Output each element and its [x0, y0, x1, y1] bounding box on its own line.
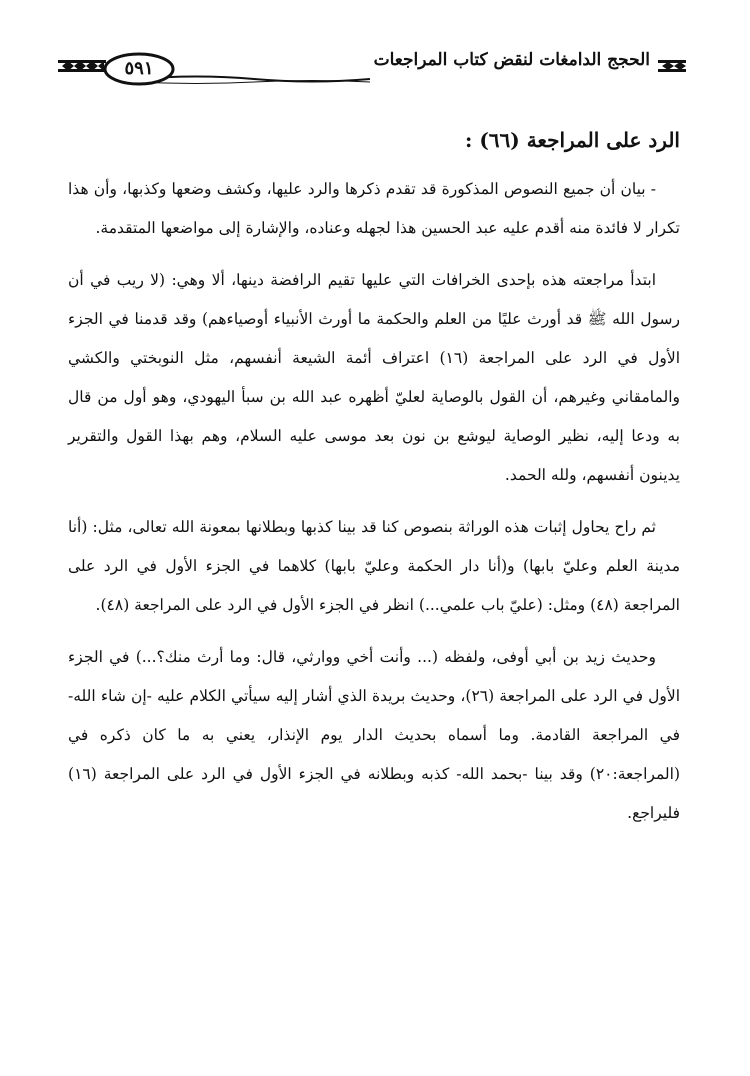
section-title: الرد على المراجعة (٦٦) :	[464, 128, 680, 152]
body-text	[68, 170, 680, 846]
paragraph: - بيان أن جميع النصوص المذكورة قد تقدم ذكرها والرد عليها، وكشف وضعها وكذبها، وأن هذا تكرار لا فائدة منه أقدم عليه عبد الحسين هذا لجهله وعناده، والإشارة إلى مواضعها المتقدمة.	[68, 180, 680, 237]
header-ornament-left-icon	[58, 56, 106, 76]
header-ornament-right-icon	[656, 56, 688, 76]
header-title: الحجج الدامغات لنقض كتاب المراجعات	[373, 50, 650, 70]
page-number: ٥٩١	[124, 58, 154, 79]
paragraph: ابتدأ مراجعته هذه بإحدى الخرافات التي عليها تقيم الرافضة دينها، ألا وهي: (لا ريب في أن رسول الله ﷺ قد أورث عليًا من العلم والحكمة ما أورث الأنبياء أوصياءهم) وقد قدمنا في الجزء الأول في الرد على المراجعة (١٦) اعتراف أئمة الشيعة أنفسهم، مثل النوبختي والكشي والمامقاني وغيرهم، أن القول بالوصاية لعليّ أظهره عبد الله بن سبأ اليهودي، وهو أول من قال به ودعا إليه، نظير الوصاية ليوشع بن نون بعد موسى عليه السلام، وهم بهذا القول والتقرير يدينون أنفسهم، ولله الحمد.	[68, 271, 681, 484]
paragraph: وحديث زيد بن أبي أوفى، ولفظه (... وأنت أخي ووارثي، قال: وما أرث منك؟...) في الجزء الأول في الرد على المراجعة (٢٦)، وحديث بريدة الذي أشار إليه سيأتي الكلام عليه -إن شاء الله- في المراجعة القادمة. وما أسماه بحديث الدار يوم الإنذار، يعني به ما كان ذكره في (المراجعة:٢٠) وقد بينا -بحمد الله- كذبه وبطلانه في الجزء الأول في الرد على المراجعة (١٦) فليراجع.	[68, 648, 680, 822]
running-header	[58, 40, 690, 96]
paragraph: ثم راح يحاول إثبات هذه الوراثة بنصوص كنا قد بينا كذبها وبطلانها بمعونة الله تعالى، مثل: (أنا مدينة العلم وعليّ بابها) و(أنا دار الحكمة وعليّ بابها) كلاهما في الجزء الأول في الرد على المراجعة (٤٨) ومثل: (عليّ باب علمي...) انظر في الجزء الأول في الرد على المراجعة (٤٨).	[68, 518, 680, 614]
